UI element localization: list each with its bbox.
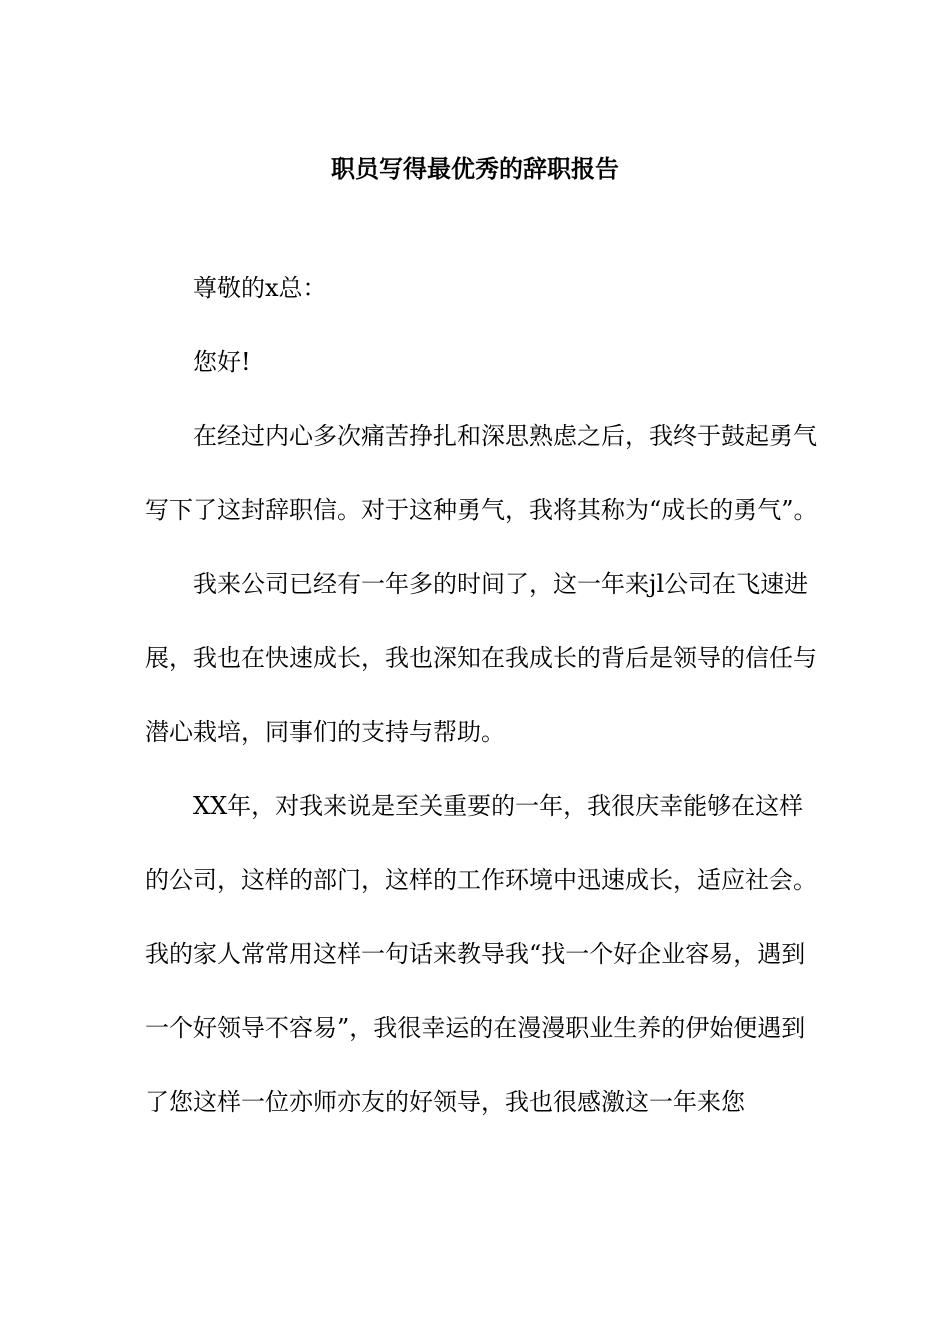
body-paragraph-2: 我来公司已经有一年多的时间了，这一年来jl公司在飞速进展，我也在快速成长，我也深知在我成长的背后是领导的信任与潜心栽培，同事们的支持与帮助。: [145, 570, 817, 746]
body-paragraph-1: 在经过内心多次痛苦挣扎和深思熟虑之后，我终于鼓起勇气写下了这封辞职信。对于这种勇气，我将其称为“成长的勇气”。: [145, 422, 818, 524]
body-paragraph-3: XX年，对我来说是至关重要的一年，我很庆幸能够在这样的公司，这样的部门，这样的工作环境中迅速成长，适应社会。我的家人常常用这样一句话来教导我“找一个好企业容易，遇到一个好领导不容易”，我很幸运的在漫漫职业生养的伊始便遇到了您这样一位亦师亦友的好领导，我也很感激这一年来您: [145, 792, 817, 1116]
greeting-paragraph: 您好!: [193, 348, 251, 376]
document-title: 职员写得最优秀的辞职报告: [331, 154, 619, 184]
document-body: [145, 251, 820, 1139]
salutation-paragraph: 尊敬的x总：: [193, 274, 327, 302]
